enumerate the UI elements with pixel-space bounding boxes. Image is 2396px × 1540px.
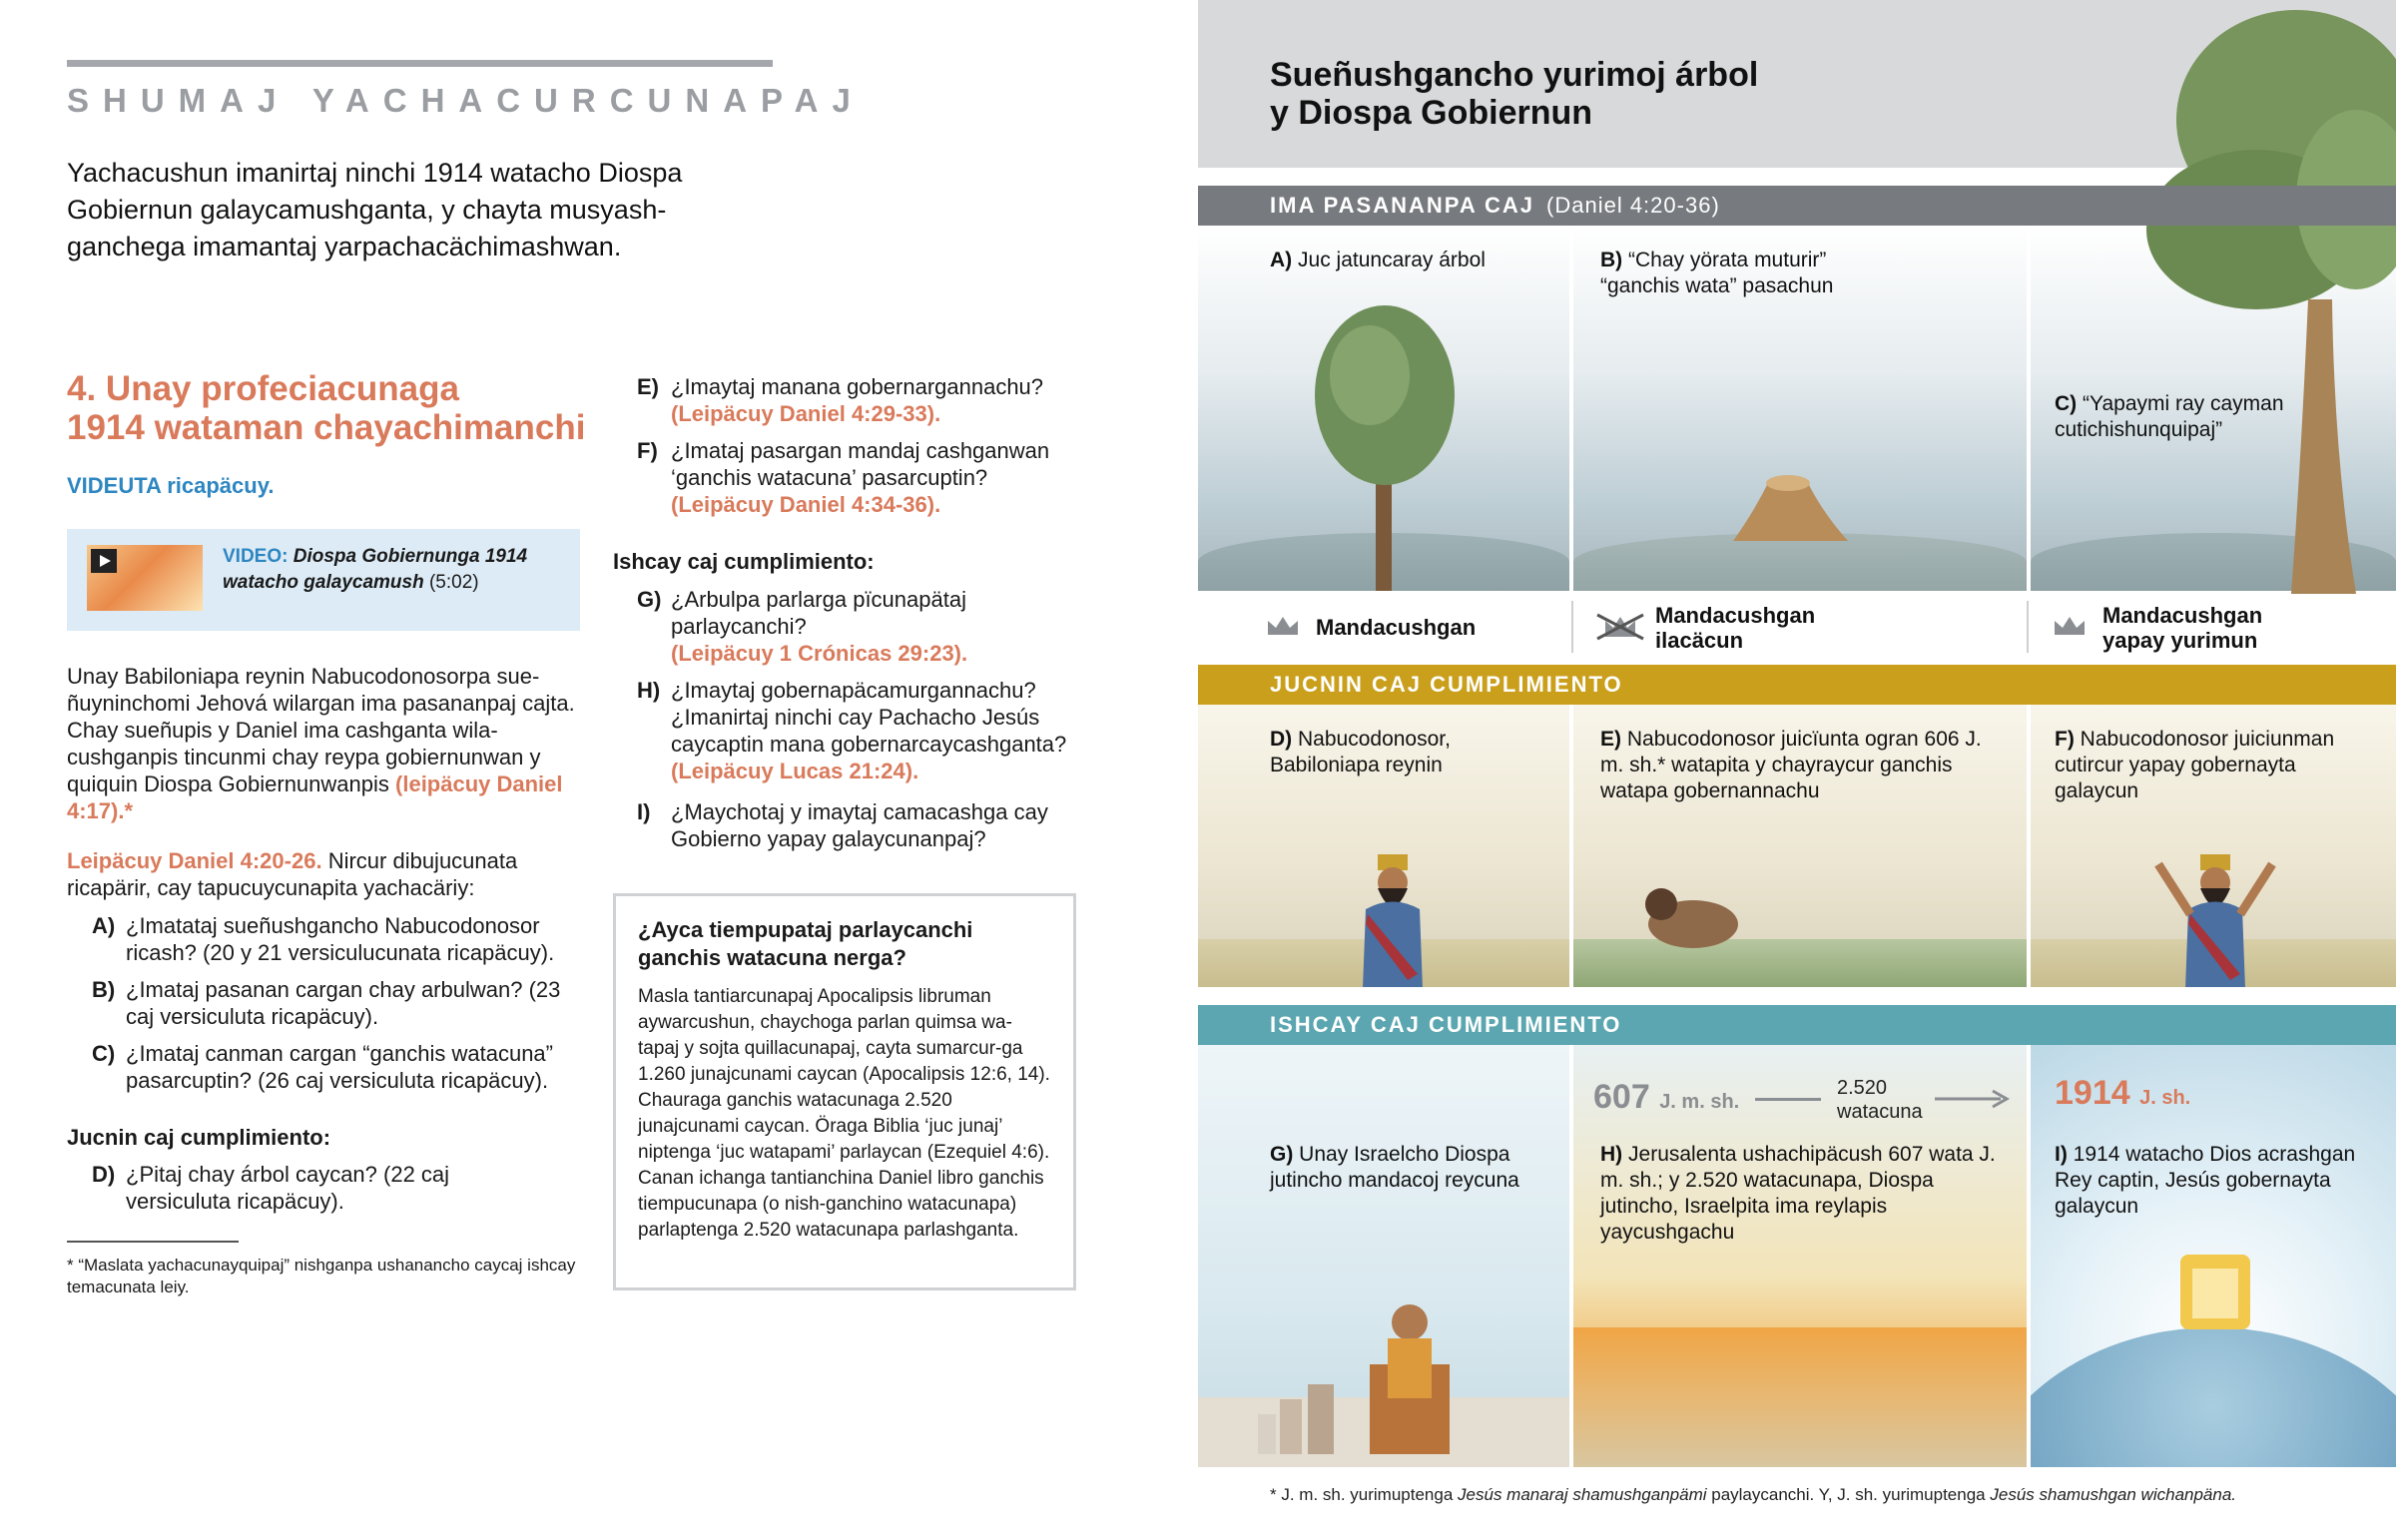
question-e: E) ¿Imaytaj manana gobernargannachu? (Leipäcuy Daniel 4:29-33). [637,374,1044,426]
caption-h: H) Jerusalenta ushachipäcush 607 wata J. m. sh.; y 2.520 watacunapa, Diospa jutincho, Israelpita ima reylapis yaycushgachu [1600,1143,1996,1244]
caption-b: B) “Chay yörata muturir” “ganchis wata” pasachun [1600,249,1834,297]
caption-d: D) Nabucodonosor, Babiloniapa reynin [1270,728,1451,776]
question-b: B) ¿Imataj pasanan cargan chay arbulwan? (23 caj versiculuta ricapäcuy). [92,977,561,1029]
band-prophecy: IMA PASANANPA CAJ (Daniel 4:20-36) [1198,186,2396,226]
king-illustration [1348,854,1438,987]
section-label: SHUMAJ YACHACURCUNAPAJ [67,82,865,119]
crawling-man-illustration [1633,874,1743,964]
footnote-right: * J. m. sh. yurimuptenga Jesús manaraj shamushganpämi paylaycanchi. Y, J. sh. yurimuptenga Jesús shamushgan wichanpäna. [1270,1485,2237,1504]
large-tree-illustration [2087,0,2396,594]
crown-icon [2053,615,2087,637]
infographic-title: Sueñushgancho yurimoj árbol y Diospa Gobiernun [1270,56,1759,132]
footnote-rule [67,1241,239,1243]
caption-g: G) Unay Israelcho Diospa jutincho mandacoj reycuna [1270,1143,1519,1192]
status-2: Mandacushgan ilacäcun [1655,603,1816,653]
timeline-start: 607 J. m. sh. [1593,1078,1740,1116]
question-f: F) ¿Imataj pasargan mandaj cashganwan ‘ganchis watacuna’ pasarcuptin? (Leipäcuy Daniel 4:34-36). [637,438,1050,517]
question-d: D) ¿Pitaj chay árbol caycan? (22 caj versiculuta ricapäcuy). [92,1162,450,1214]
tree-illustration [1310,305,1460,591]
caption-a: A) Juc jatuncaray árbol [1270,249,1486,271]
video-link-box[interactable] [67,529,580,631]
timeline-span: 2.520 watacuna [1837,1077,1923,1123]
scripture-link[interactable]: (Leipäcuy Lucas 21:24). [671,759,919,783]
caption-e: E) Nabucodonosor juicïunta ogran 606 J. m. sh.* watapita y chayraycur ganchis watapa gobernannachu [1600,728,1982,802]
first-fulfillment-heading: Jucnin caj cumplimiento: [67,1125,331,1150]
panel-a-image [1198,226,1569,591]
paragraph-1: Unay Babiloniapa reynin Nabucodonosorpa sue-ñuyninchomi Jehová wilargan ima pasananpaj cajta. Chay sueñupis y Daniel ima cashganta wila-cushganpis tincunmi chay reypa gobiernunwan y quiquin Diospa Gobiernunwanpis (leipäcuy Daniel 4:17).* [67,664,575,823]
question-h: H) ¿Imaytaj gobernapäcamurgannachu? ¿Imanirtaj ninchi cay Pachacho Jesús caycaptin mana gobernarcaycashganta? (Leipäcuy Lucas 21:24). [637,678,1067,783]
caption-i: I) 1914 watacho Dios acrashgan Rey captin, Jesús gobernayta galaycun [2055,1143,2356,1218]
play-icon[interactable] [91,549,117,573]
crossed-crown-icon [1595,611,1645,641]
crown-icon [1266,615,1300,637]
info-box-title: ¿Ayca tiempupataj parlaycanchi ganchis watacuna nerga? [638,917,973,970]
video-instruction: VIDEUTA ricapäcuy. [67,473,275,498]
band-second-fulfillment: ISHCAY CAJ CUMPLIMIENTO [1198,1005,2396,1045]
footnote-left: * “Maslata yachacunayquipaj” nishganpa ushanancho caycaj ishcay temacunata leiy. [67,1256,576,1296]
status-divider [2027,601,2029,653]
status-3: Mandacushgan yapay yurimun [2102,603,2263,653]
status-divider [1571,601,1573,653]
question-c: C) ¿Imataj canman cargan “ganchis watacuna” pasarcuptin? (26 caj versiculuta ricapäcuy). [92,1041,553,1093]
scripture-link[interactable]: (Leipäcuy 1 Crónicas 29:23). [671,641,968,666]
top-rule [67,60,773,67]
video-thumbnail[interactable] [87,545,203,611]
king-raising-arms-illustration [2150,854,2280,987]
caption-f: F) Nabucodonosor juiciunman cutircur yapay gobernayta galaycun [2055,728,2335,802]
band-first-fulfillment: JUCNIN CAJ CUMPLIMIENTO [1198,665,2396,705]
throne-illustration [2170,1245,2260,1334]
lesson-title: 4. Unay profeciacunaga 1914 wataman chayachimanchi [67,369,586,447]
scripture-link[interactable]: Leipäcuy Daniel 4:20-26. [67,848,322,873]
question-a: A) ¿Imatataj sueñushgancho Nabucodonosor ricash? (20 y 21 versiculucunata ricapäcuy). [92,913,555,965]
timeline-arrow-icon [1935,1088,2011,1110]
paragraph-2: Leipäcuy Daniel 4:20-26. Nircur dibujucunata ricapärir, cay tapucuycunapita yachacäriy: [67,848,518,900]
question-g: G) ¿Arbulpa parlarga pïcunapätaj parlaycanchi? (Leipäcuy 1 Crónicas 29:23). [637,587,968,666]
video-title[interactable]: VIDEO: Diospa Gobiernunga 1914 watacho galaycamush (5:02) [223,546,528,593]
intro-paragraph: Yachacushun imanirtaj ninchi 1914 watacho Diospa Gobiernun galaycamushganta, y chayta musyash-ganchega imamantaj yarpachacächimashwan. [67,158,683,261]
timeline-line [1755,1098,1821,1101]
tree-stump-illustration [1723,453,1853,543]
status-1: Mandacushgan [1316,615,1477,640]
scripture-link[interactable]: (Leipäcuy Daniel 4:29-33). [671,401,941,426]
panel-g-image [1198,1045,1569,1467]
timeline-end: 1914 J. sh. [2055,1074,2191,1112]
scripture-link[interactable]: (leipäcuy Daniel 4:17).* [67,771,563,823]
question-i: I) ¿Maychotaj y imaytaj camacashga cay Gobierno yapay galaycunanpaj? [637,799,1048,851]
info-box-body: Masla tantiarcunapaj Apocalipsis libruman aywarcushun, chaychoga parlan quimsa wa-tapaj y sojta quillacunapaj, cayta sumarcur-ga 1.260 junajcunami caycan (Apocalipsis 12:6, 14). Chauraga ganchis watacunaga 2.520 junajcunami caycan. Öraga Biblia ‘juc junaj’ niptenga ‘juc watapami’ parlaycan (Ezequiel 4:6). Canan ichanga tantianchina Daniel libro ganchis tiempucunapa (o nish-ganchino watacunapa) parlaptenga 2.520 watacunapa parlashganta. [638,986,1050,1241]
caption-c: C) “Yapaymi ray cayman cutichishunquipaj” [2055,392,2284,441]
kings-line-illustration [1258,1294,1498,1467]
info-box [613,893,1076,1290]
scripture-link[interactable]: (Leipäcuy Daniel 4:34-36). [671,492,941,517]
second-fulfillment-heading: Ishcay caj cumplimiento: [613,549,875,574]
